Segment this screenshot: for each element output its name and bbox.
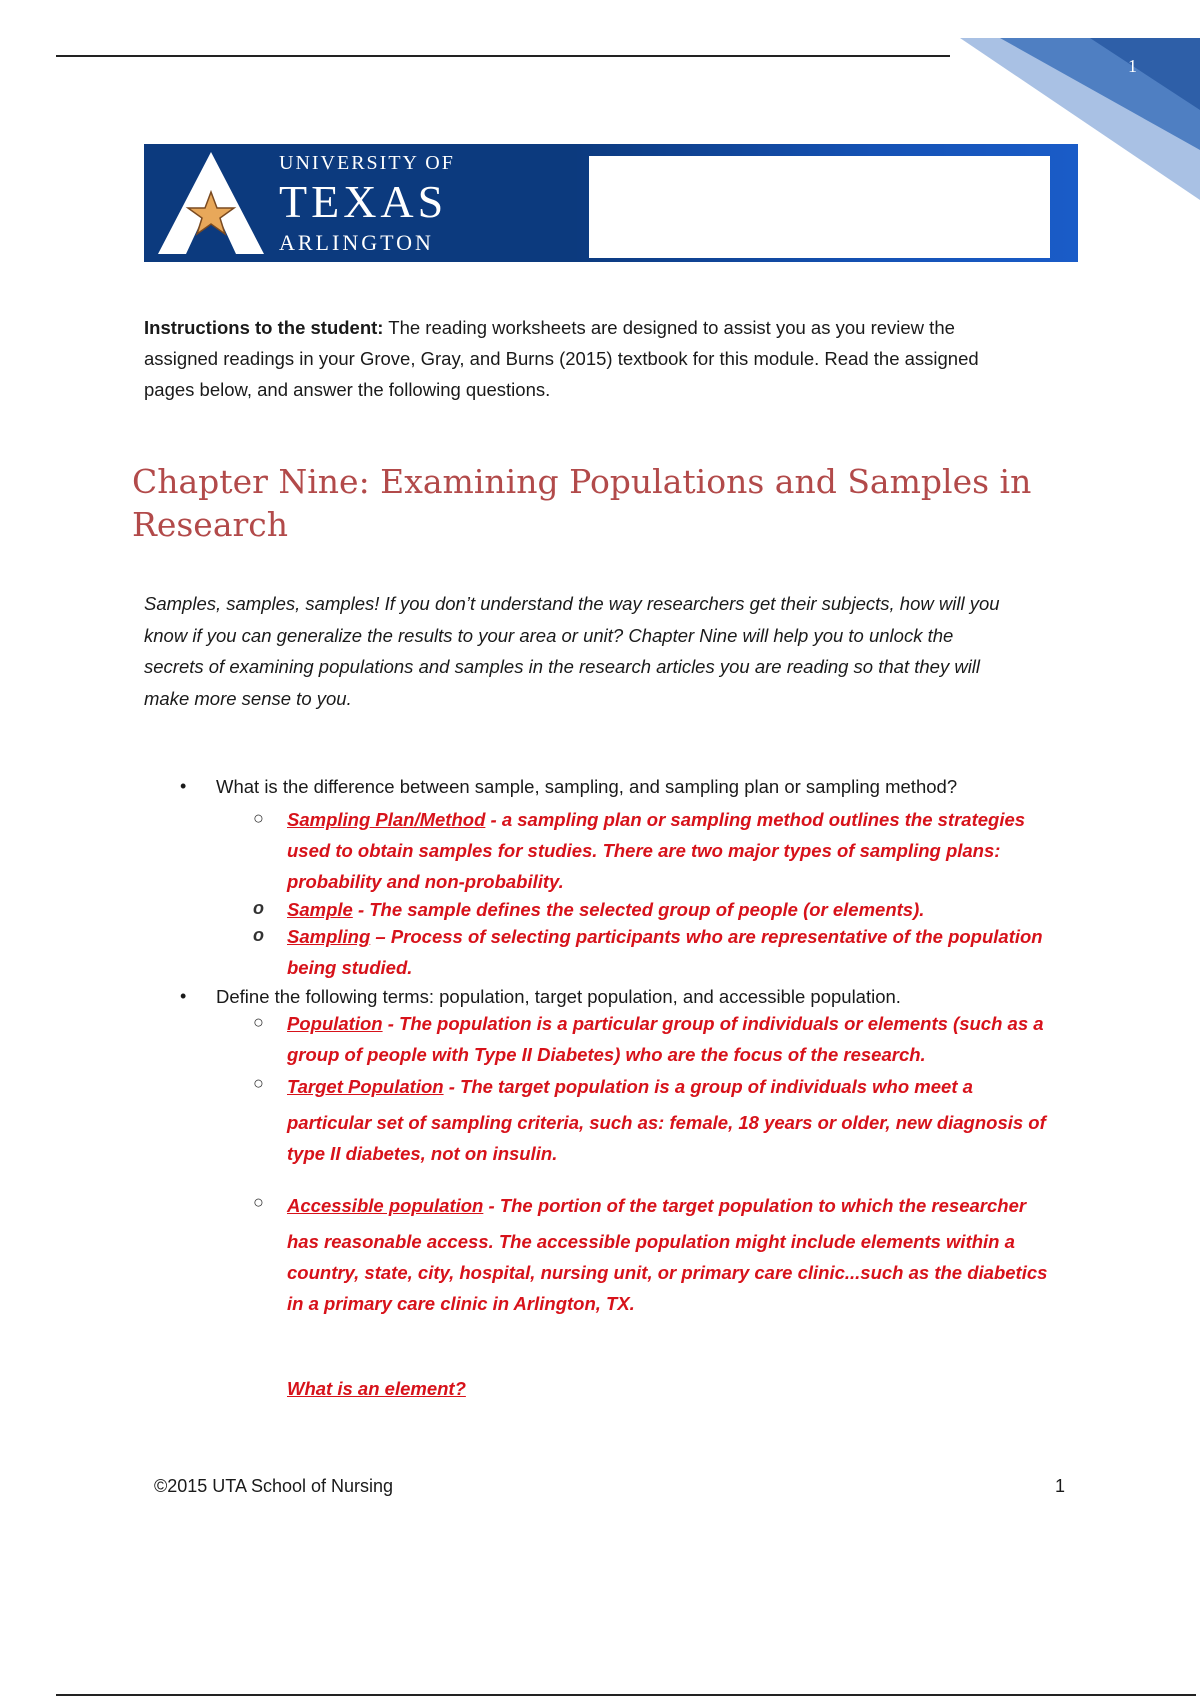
banner-blank-box [589, 156, 1050, 258]
corner-page-number: 1 [1128, 56, 1137, 76]
answer-term: Target Population [287, 1076, 444, 1097]
answer-term: Population [287, 1013, 383, 1034]
university-banner [144, 144, 1078, 262]
answer-line: type II diabetes, not on insulin. [287, 1143, 558, 1164]
answer-line: group of people with Type II Diabetes) who are the focus of the research. [287, 1044, 926, 1065]
instructions-line1: The reading worksheets are designed to assist you as you review the [383, 317, 955, 338]
banner-texas: TEXAS [279, 176, 448, 227]
intro-line3: secrets of examining populations and samples in the research articles you are reading so that they will [144, 656, 981, 677]
answer-line: country, state, city, hospital, nursing unit, or primary care clinic...such as the diabetics [287, 1262, 1048, 1283]
question-1-text: What is the difference between sample, sampling, and sampling plan or sampling method? [216, 776, 958, 797]
footer-page-number: 1 [1055, 1476, 1066, 1496]
answer-line: - The portion of the target population to which the researcher [483, 1195, 1027, 1216]
answer-term: Sample [287, 899, 353, 920]
intro-line4: make more sense to you. [144, 687, 352, 709]
banner-arlington: ARLINGTON [279, 230, 434, 255]
answer-line: used to obtain samples for studies. There are two major types of sampling plans: [287, 840, 1001, 861]
answer-line: has reasonable access. The accessible population might include elements within a [287, 1231, 1015, 1252]
answer-sampling-plan [287, 804, 1077, 897]
answer-line: particular set of sampling criteria, such as: female, 18 years or older, new diagnosis of [287, 1112, 1046, 1133]
answer-line: probability and non-probability. [287, 871, 564, 892]
footer-copyright: ©2015 UTA School of Nursing [154, 1476, 394, 1496]
uta-a-star-logo-icon [158, 152, 264, 254]
question-bullet: • [180, 986, 187, 1006]
answer-line: in a primary care clinic in Arlington, TX. [287, 1293, 635, 1314]
intro-line2: know if you can generalize the results to your area or unit? Chapter Nine will help you to unlock the [144, 624, 954, 646]
banner-university-of: UNIVERSITY OF [279, 152, 455, 174]
answer-line: - a sampling plan or sampling method outlines the strategies [485, 809, 1026, 830]
chapter-title [132, 460, 1032, 546]
answer-marker: ○ [253, 1192, 264, 1212]
question-bullet: • [180, 776, 187, 796]
answer-line: being studied. [287, 957, 413, 978]
question-2-text: Define the following terms: population, target population, and accessible population. [216, 986, 901, 1007]
answer-target-population [287, 1069, 1077, 1177]
instructions-label: Instructions to the student: [144, 317, 384, 338]
answer-marker: o [253, 898, 264, 918]
instructions-line3: pages below, and answer the following questions. [144, 379, 551, 400]
answer-line: - The target population is a group of individuals who meet a [443, 1076, 973, 1097]
answer-sampling [287, 921, 1077, 983]
element-question: What is an element? [287, 1378, 466, 1399]
answer-term: Sampling Plan/Method [287, 809, 486, 830]
bottom-rule [56, 1694, 1196, 1696]
answer-population [287, 1008, 1077, 1070]
answer-term: Sampling [287, 926, 371, 947]
chapter-title-line1: Chapter Nine: Examining Populations and Samples in [132, 462, 1032, 501]
answer-term: Accessible population [287, 1195, 484, 1216]
top-rule [56, 55, 950, 57]
answer-marker: ○ [253, 1073, 264, 1093]
answer-accessible-population [287, 1188, 1077, 1332]
instructions-line2: assigned readings in your Grove, Gray, and Burns (2015) textbook for this module. Read the assigned [144, 348, 979, 369]
answer-line: - The sample defines the selected group of people (or elements). [352, 899, 925, 920]
intro-paragraph [144, 588, 1084, 714]
chapter-title-line2: Research [132, 505, 289, 544]
answer-marker: ○ [253, 1012, 264, 1032]
intro-line1: Samples, samples, samples! If you don’t understand the way researchers get their subjects, how will you [144, 593, 1000, 614]
answer-line: – Process of selecting participants who are representative of the population [370, 926, 1043, 947]
answer-line: - The population is a particular group of individuals or elements (such as a [382, 1013, 1044, 1034]
answer-marker: o [253, 925, 264, 945]
instructions-paragraph [144, 312, 1064, 405]
answer-marker: ○ [253, 808, 264, 828]
